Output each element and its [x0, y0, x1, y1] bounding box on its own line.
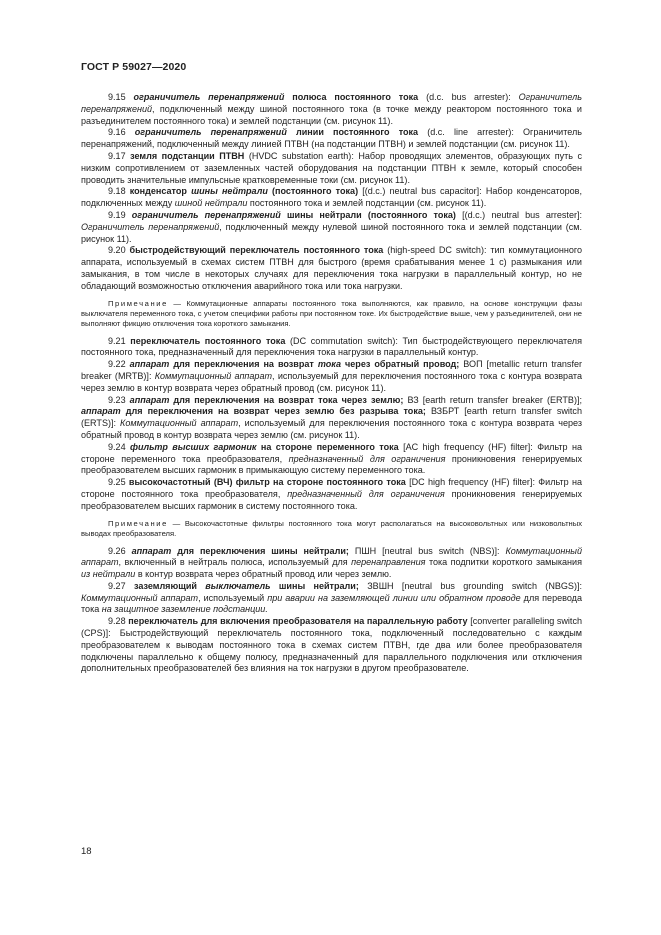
page-number: 18 — [81, 846, 92, 857]
term-9-18: 9.18 конденсатор шины нейтрали (постоянного тока) [(d.c.) neutral bus capacitor]: Набор конденсаторов, подключенных между шиной нейтрали постоянного тока и землей подстанции (см. рисунок 11). — [81, 186, 582, 209]
note-2: Примечание — Высокочастотные фильтры постоянного тока могут располагаться на высоковольтных или низковольтных выводах преобразователя. — [81, 518, 582, 538]
term-9-15: 9.15 ограничитель перенапряжений полюса постоянного тока (d.c. bus arrester): Ограничитель перенапряжений, подключенный между шиной постоянного тока (в точке между реактором постоянного тока и разъединителем постоянного тока) и землей подстанции (см. рисунок 11). — [81, 92, 583, 126]
note-1: Примечание — Коммутационные аппараты постоянного тока выполняются, как правило, на основе конструкции фазы выключателя переменного тока, с учетом специфики работы при постоянном токе. Их быстродействие выше, чем у разъединителей, они не выполняют фикцию отключения тока короткого замыкания. — [81, 298, 582, 328]
term-9-22: 9.22 аппарат для переключения на возврат тока через обратный провод; ВОП [metallic return transfer breaker (MRTB)]: Коммутационный аппарат, используемый для переключения постоянного тока с контура возврата через землю в контур возврата через обратный провод (см. рисунок 11). — [81, 359, 583, 393]
term-9-24: 9.24 фильтр высших гармоник на стороне переменного тока [AC high frequency (HF) filter]: Фильтр на стороне переменного тока преобразователя, предназначенный для ограничения проникновения генерируемых преобразователем высших гармоник в примыкающую систему переменного тока. — [81, 441, 583, 476]
term-9-27: 9.27 заземляющий выключатель шины нейтрали; ЗВШН [neutral bus grounding switch (NBGS)]: Коммутационный аппарат, используемый при аварии на заземляющей линии или обратном проводе для перевода тока на защитное заземление подстанции. — [81, 580, 582, 615]
term-9-20: 9.20 быстродействующий переключатель постоянного тока (high-speed DC switch): тип коммутационного аппарата, используемый в схемах систем ПТВН для быстрого (время срабатывания менее 1 с) размыкания или замыкания, в том числе в некоторых случаях для переключения тока нагрузки в параллельный контур, но не обладающий возможностью отключения аварийного тока или тока нагрузки. — [81, 245, 583, 291]
term-9-26: 9.26 аппарат для переключения шины нейтрали; ПШН [neutral bus switch (NBS)]: Коммутационный аппарат, включенный в нейтраль полюса, используемый для перенаправления тока подпитки короткого замыкания из нейтрали в контур возврата через обратный провод или через землю. — [81, 545, 582, 580]
term-9-16: 9.16 ограничитель перенапряжений линии постоянного тока (d.c. line arrester): Ограничитель перенапряжений, подключенный между линией ПТВН (на подстанции ПТВН) и землей подстанции (см. рисунок 11). — [81, 127, 582, 150]
term-9-21: 9.21 переключатель постоянного тока (DC commutation switch): Тип быстродействующего переключателя постоянного тока, предназначенный для переключения тока нагрузки в параллельный контур. — [81, 335, 582, 358]
document-body — [81, 92, 582, 675]
term-9-19: 9.19 ограничитель перенапряжений шины нейтрали (постоянного тока) [(d.c.) neutral bus arrester]: Ограничитель перенапряжений, подключенный между нулевой шиной постоянного тока и землей подстанции (см. рисунок 11). — [81, 209, 583, 244]
doc-header: ГОСТ Р 59027—2020 — [81, 61, 187, 73]
term-9-17: 9.17 земля подстанции ПТВН (HVDC substation earth): Набор проводящих элементов, образующих путь с низким сопротивлением от заземленных частей оборудования на подстанции ПТВН к земле, который способен проводить значительные импульсные кратковременные токи (см. рисунок 11). — [81, 150, 582, 185]
term-9-28: 9.28 переключатель для включения преобразователя на параллельную работу [converter paralleling switch (CPS)]: Быстродействующий переключатель постоянного тока, подключенный последовательно с каждым преобразователем к выводам постоянного тока в схемах систем ПТВН, где два или более преобразователя подключены параллельно к общему полюсу, предназначенный для параллельного подключения или отключения дополнительных преобразователей без влияния на ток нагрузки в другом преобразователе. — [81, 616, 583, 674]
term-9-23: 9.23 аппарат для переключения на возврат тока через землю; ВЗ [earth return transfer breaker (ERTB)]; аппарат для переключения на возврат через землю без разрыва тока; ВЗБРТ [earth return transfer switch (ERTS)]: Коммутационный аппарат, используемый для переключения постоянного тока с контура возврата через обратный провод в контур возврата через землю (см. рисунок 11). — [81, 394, 583, 440]
term-9-25: 9.25 высокочастотный (ВЧ) фильтр на стороне постоянного тока [DC high frequency (HF) filter]: Фильтр на стороне постоянного тока преобразователя, предназначенный для ограничения проникновения генерируемых преобразователем высших гармоник в систему постоянного тока. — [81, 477, 582, 511]
